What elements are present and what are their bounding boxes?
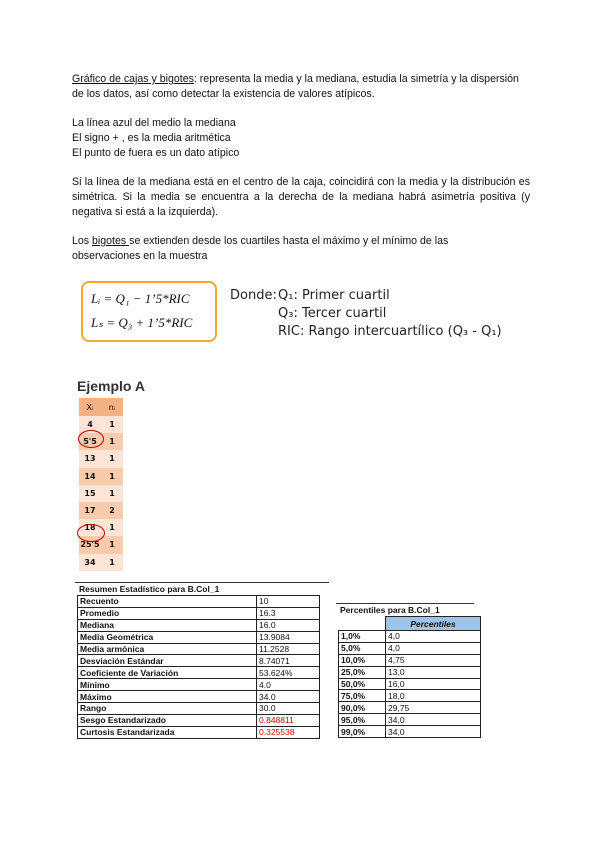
table-row: 75,0% 18,0 bbox=[339, 690, 481, 702]
table-row: 95,0% 34,0 bbox=[339, 714, 481, 726]
whiskers-paragraph: Los bigotes se extienden desde los cuartiles hasta el máximo y el mínimo de las observaciones en la muestra bbox=[72, 235, 449, 262]
intro-text: : representa la media y la mediana, estudia la simetría y la dispersión de los datos, así como detectar la existencia de valores atípicos. bbox=[72, 73, 519, 100]
ric-definition: RIC: Rango intercuartílico (Q₃ - Q₁) bbox=[278, 324, 502, 339]
percentiles-title: Percentiles para B.Col_1 bbox=[340, 605, 440, 615]
legend-line: El signo + , es la media aritmética bbox=[72, 132, 231, 144]
symmetry-paragraph: Si la línea de la mediana está en el centro de la caja, coincidirá con la media y la distribución es simétrica. Si la media se encuentra a la derecha de la mediana habrá asimetría positiva (y negativa si está a la izquierda). bbox=[72, 176, 530, 218]
table-row: Recuento 10 bbox=[78, 596, 320, 608]
outlier-circle-high bbox=[77, 524, 105, 542]
table-row: Media armónica 11.2528 bbox=[78, 643, 320, 655]
table-row: Máximo 34.0 bbox=[78, 691, 320, 703]
table-row: 17 2 bbox=[79, 502, 123, 519]
table-row: 4 1 bbox=[79, 416, 123, 433]
table-row: 5,0% 4,0 bbox=[339, 642, 481, 654]
table-row: 14 1 bbox=[79, 468, 123, 485]
table-row: 34 1 bbox=[79, 554, 123, 571]
q1-definition: Q₁: Primer cuartil bbox=[278, 288, 390, 303]
example-title: Ejemplo A bbox=[77, 378, 145, 394]
summary-title: Resumen Estadístico para B.Col_1 bbox=[79, 584, 220, 594]
table-row: 5'5 1 bbox=[79, 433, 123, 450]
example-table-header bbox=[79, 398, 123, 416]
table-row: Desviación Estándar 8.74071 bbox=[78, 655, 320, 667]
legend-line: La línea azul del medio la mediana bbox=[72, 117, 236, 129]
table-row: 99,0% 34,0 bbox=[339, 726, 481, 738]
table-row: 18 1 bbox=[79, 519, 123, 536]
lower-limit-formula: Lᵢ = Q₁ − 1’5*RIC bbox=[91, 291, 190, 306]
intro-paragraph bbox=[72, 72, 530, 102]
table-row: Mínimo 4.0 bbox=[78, 679, 320, 691]
legend-lines bbox=[72, 116, 530, 161]
table-row: Coeficiente de Variación 53.624% bbox=[78, 667, 320, 679]
table-row: Promedio 16.3 bbox=[78, 607, 320, 619]
formula-box bbox=[81, 281, 217, 342]
percentiles-table bbox=[338, 616, 481, 738]
header-x: Xᵢ bbox=[79, 398, 101, 416]
upper-limit-formula: Lₛ = Q₃ + 1’5*RIC bbox=[91, 315, 193, 330]
outlier-circle-low bbox=[78, 430, 104, 448]
table-row: 13 1 bbox=[79, 450, 123, 467]
table-row: Curtosis Estandarizada 0.325538 bbox=[78, 726, 320, 738]
table-row: Media Geométrica 13.9084 bbox=[78, 631, 320, 643]
summary-rule bbox=[75, 582, 329, 583]
table-row: 90,0% 29,75 bbox=[339, 702, 481, 714]
summary-table bbox=[77, 595, 320, 739]
table-row: 10,0% 4,75 bbox=[339, 654, 481, 666]
donde-label: Donde: bbox=[230, 288, 277, 303]
table-row: Mediana 16.0 bbox=[78, 619, 320, 631]
table-row: 25'5 1 bbox=[79, 536, 123, 553]
table-row: 25,0% 13,0 bbox=[339, 666, 481, 678]
header-n: nᵢ bbox=[101, 398, 123, 416]
table-row: Rango 30.0 bbox=[78, 703, 320, 715]
legend-line: El punto de fuera es un dato atípico bbox=[72, 147, 240, 159]
table-row: 1,0% 4,0 bbox=[339, 631, 481, 643]
table-row: 15 1 bbox=[79, 485, 123, 502]
whiskers-term: bigotes bbox=[92, 235, 130, 247]
q3-definition: Q₃: Tercer cuartil bbox=[278, 306, 387, 321]
percentiles-header-row bbox=[339, 617, 481, 631]
percentiles-rule bbox=[336, 603, 474, 604]
example-table bbox=[79, 398, 123, 571]
intro-title: Gráfico de cajas y bigotes bbox=[72, 73, 194, 85]
table-row: 50,0% 16,0 bbox=[339, 678, 481, 690]
percentiles-header: Percentiles bbox=[386, 617, 481, 631]
table-row: Sesgo Estandarizado 0.848811 bbox=[78, 714, 320, 726]
